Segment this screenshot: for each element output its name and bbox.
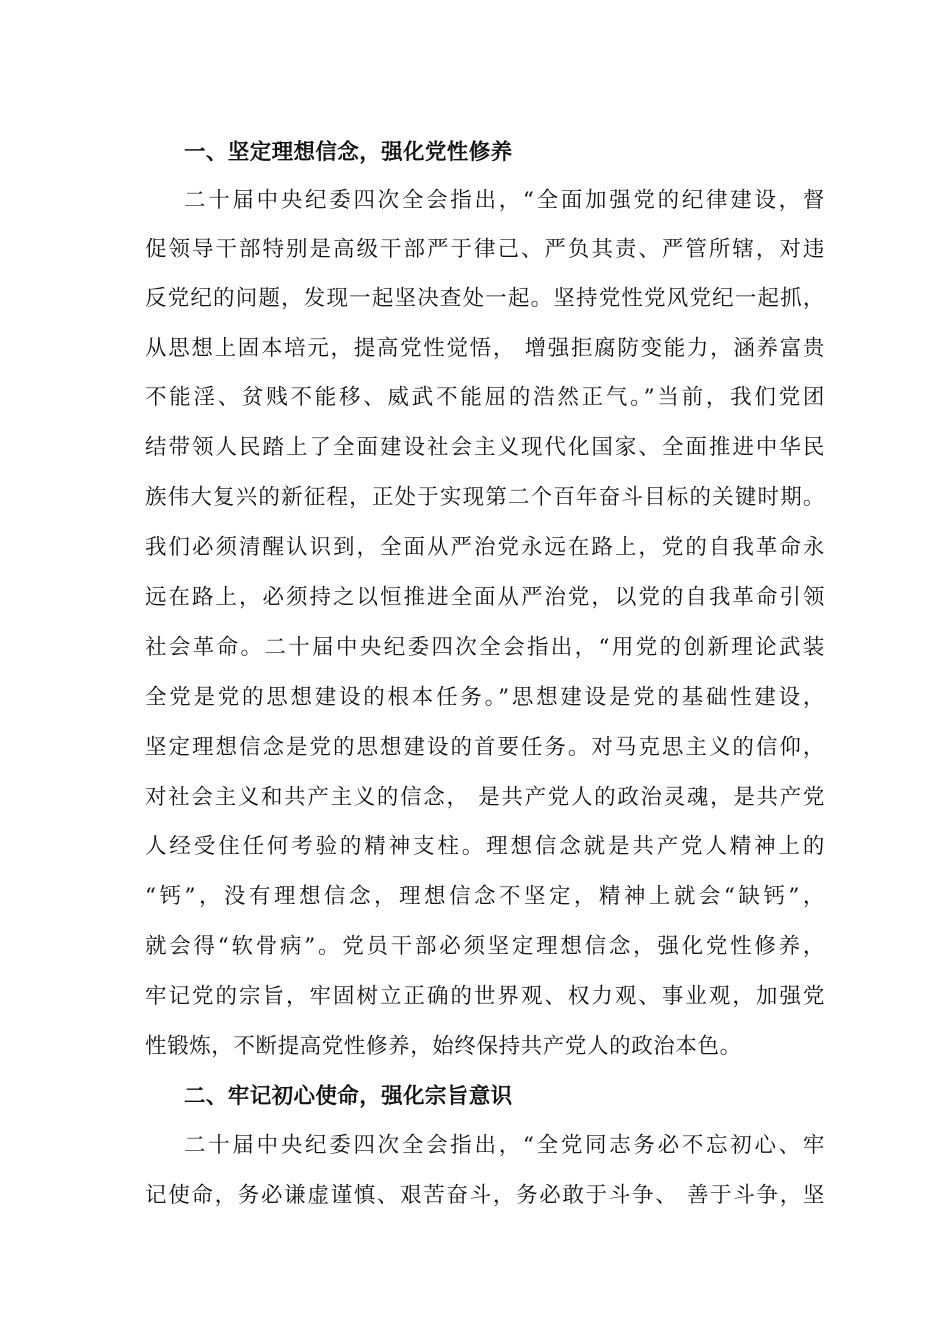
section-2-heading: 二、牢记初心使命，强化宗旨意识: [184, 1084, 513, 1109]
paragraph-line: 对社会主义和共产主义的信念， 是共产党人的政治灵魂，是共产党: [145, 785, 825, 810]
section-1-heading: 一、坚定理想信念，强化党性修养: [184, 140, 513, 165]
paragraph-line: 全党是党的思想建设的根本任务。”思想建设是党的基础性建设，: [145, 685, 825, 710]
paragraph-line: 二十届中央纪委四次全会指出，“全面加强党的纪律建设，督: [184, 188, 825, 213]
paragraph-line: 不能淫、贫贱不能移、威武不能屈的浩然正气。”当前，我们党团: [145, 385, 825, 410]
paragraph-line: 就会得“软骨病”。党员干部必须坚定理想信念，强化党性修养，: [145, 934, 825, 959]
paragraph-line: 促领导干部特别是高级干部严于律己、严负其责、严管所辖，对违: [145, 237, 825, 262]
paragraph-line: 结带领人民踏上了全面建设社会主义现代化国家、全面推进中华民: [145, 435, 825, 460]
paragraph-line: 二十届中央纪委四次全会指出，“全党同志务必不忘初心、牢: [184, 1133, 825, 1158]
paragraph-line: 我们必须清醒认识到，全面从严治党永远在路上，党的自我革命永: [145, 535, 825, 560]
paragraph-line: 社会革命。二十届中央纪委四次全会指出，“用党的创新理论武装: [145, 635, 825, 660]
paragraph-line: 坚定理想信念是党的思想建设的首要任务。对马克思主义的信仰，: [145, 735, 825, 760]
paragraph-line: 从思想上固本培元，提高党性觉悟， 增强拒腐防变能力，涵养富贵: [145, 336, 825, 361]
paragraph-line: 牢记党的宗旨，牢固树立正确的世界观、权力观、事业观，加强党: [145, 984, 825, 1009]
paragraph-line: 记使命，务必谦虚谨慎、艰苦奋斗，务必敢于斗争、 善于斗争，坚: [145, 1183, 825, 1208]
paragraph-line: “钙”，没有理想信念，理想信念不坚定，精神上就会“缺钙”，: [145, 884, 825, 909]
paragraph-line: 远在路上，必须持之以恒推进全面从严治党，以党的自我革命引领: [145, 585, 825, 610]
paragraph-line: 人经受住任何考验的精神支柱。理想信念就是共产党人精神上的: [145, 834, 825, 859]
paragraph-line: 性锻炼，不断提高党性修养，始终保持共产党人的政治本色。: [145, 1034, 742, 1059]
paragraph-line: 族伟大复兴的新征程，正处于实现第二个百年奋斗目标的关键时期。: [145, 485, 825, 510]
paragraph-line: 反党纪的问题，发现一起坚决查处一起。坚持党性党风党纪一起抓，: [145, 286, 825, 311]
